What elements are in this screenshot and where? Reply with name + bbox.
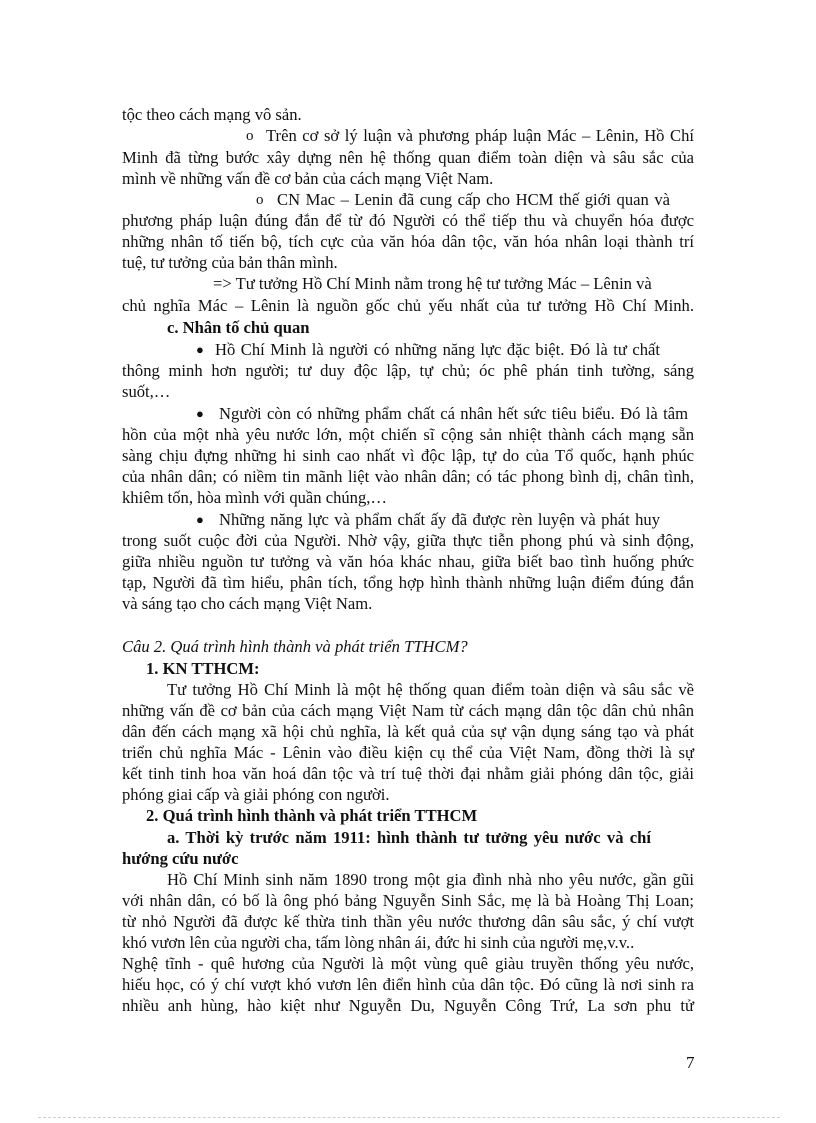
circle-bullet-icon: o	[256, 192, 264, 208]
circle-bullet-icon: o	[246, 128, 254, 144]
text-line: những vấn đề cơ bản của cách mạng Việt Nam từ cách mạng dân tộc dân chủ nhân	[122, 701, 694, 720]
bullet-icon: ●	[196, 512, 204, 527]
text-line: và sáng tạo cho cách mạng Việt Nam.	[122, 594, 373, 613]
text-line: Hồ Chí Minh sinh năm 1890 trong một gia đình nhà nho yêu nước, gần gũi	[167, 870, 694, 889]
section-heading: 2. Quá trình hình thành và phát triển TTHCM	[146, 806, 478, 825]
text-line: Những năng lực và phẩm chất ấy đã được rèn luyện và phát huy	[219, 510, 660, 529]
text-line: nhiều anh hùng, hào kiệt như Nguyễn Du, Nguyễn Công Trứ, La sơn phu tử	[122, 996, 694, 1015]
text-line: dân đến cách mạng xã hội chủ nghĩa, là kết quả của sự vận dụng sáng tạo và phát	[122, 722, 694, 741]
text-line: khiêm tốn, hòa mình với quần chúng,…	[122, 488, 388, 507]
bullet-icon: ●	[196, 406, 204, 421]
text-line: Minh đã từng bước xây dựng nên hệ thống quan điểm toàn diện và sâu sắc của	[122, 148, 694, 167]
text-line: sàng chịu đựng những hi sinh cao nhất vì độc lập, tự do của Tổ quốc, hạnh phúc	[122, 446, 694, 465]
page-border-divider	[38, 1117, 780, 1118]
text-line: khó vươn lên của người cha, tấm lòng nhân ái, đức hi sinh của người mẹ,v.v..	[122, 933, 635, 952]
text-line: những nhân tố tiến bộ, tích cực của văn hóa dân tộc, văn hóa nhân loại thành trí	[122, 232, 694, 251]
text-line: hồn của một nhà yêu nước lớn, một chiến sĩ cộng sản nhiệt thành cách mạng sẵn	[122, 425, 694, 444]
text-line: tạp, Người đã tìm hiểu, phân tích, tổng hợp hình thành những luận điểm đúng đắn	[122, 573, 694, 592]
section-heading: c. Nhân tố chủ quan	[167, 318, 310, 337]
text-line: trong suốt cuộc đời của Người. Nhờ vậy, giữa thực tiễn phong phú và sinh động,	[122, 531, 694, 550]
text-line: phương pháp luận đúng đắn để từ đó Người có thể tiếp thu và chuyển hóa được	[122, 211, 694, 230]
text-line: giữa nhiều nguồn tư tưởng và văn hóa khác nhau, giữa biết bao tình huống phức	[122, 552, 694, 571]
text-line: Hồ Chí Minh là người có những năng lực đặc biệt. Đó là tư chất	[215, 340, 660, 359]
text-line: triển chủ nghĩa Mác - Lênin vào điều kiện cụ thể của Việt Nam, đồng thời là sự	[122, 743, 694, 762]
text-line: phóng giai cấp và giải phóng con người.	[122, 785, 390, 804]
text-line: tộc theo cách mạng vô sản.	[122, 105, 302, 124]
section-heading: 1. KN TTHCM:	[146, 659, 260, 678]
text-line: tuệ, tư tưởng của bản thân mình.	[122, 253, 338, 272]
subsection-heading: a. Thời kỳ trước năm 1911: hình thành tư tưởng yêu nước và chí	[167, 828, 651, 847]
text-line: kết tinh tinh hoa văn hoá dân tộc và trí tuệ thời đại nhằm giải phóng dân tộc, giải	[122, 764, 694, 783]
text-line: với nhân dân, có bố là ông phó bảng Nguyễn Sinh Sắc, mẹ là bà Hoàng Thị Loan;	[122, 891, 694, 910]
text-line: Nghệ tĩnh - quê hương của Người là một vùng quê giàu truyền thống yêu nước,	[122, 954, 694, 973]
question-heading: Câu 2. Quá trình hình thành và phát triển TTHCM?	[122, 637, 468, 656]
text-line: suốt,…	[122, 382, 171, 401]
text-line: từ nhỏ Người đã được kế thừa tinh thần yêu nước thương dân sâu sắc, ý chí vượt	[122, 912, 694, 931]
text-line: mình về những vấn đề cơ bản của cách mạng Việt Nam.	[122, 169, 494, 188]
text-line: Trên cơ sở lý luận và phương pháp luận Mác – Lênin, Hồ Chí	[266, 126, 694, 145]
text-line: Người còn có những phẩm chất cá nhân hết sức tiêu biểu. Đó là tâm	[219, 404, 688, 423]
text-line: thông minh hơn người; tư duy độc lập, tự chủ; óc phê phán tinh tường, sáng	[122, 361, 694, 380]
text-line: của nhân dân; có niềm tin mãnh liệt vào nhân dân; có tác phong bình dị, chân tình,	[122, 467, 694, 486]
text-line: hiếu học, có ý chí vượt khó vươn lên điển hình của dân tộc. Đó cũng là nơi sinh ra	[122, 975, 694, 994]
bullet-icon: ●	[196, 342, 204, 357]
text-line: => Tư tưởng Hồ Chí Minh nằm trong hệ tư tưởng Mác – Lênin và	[213, 274, 652, 293]
text-line: Tư tưởng Hồ Chí Minh là một hệ thống quan điểm toàn diện và sâu sắc về	[167, 680, 694, 699]
text-line: CN Mac – Lenin đã cung cấp cho HCM thế giới quan và	[277, 190, 670, 209]
page-number: 7	[686, 1053, 695, 1072]
subsection-heading: hướng cứu nước	[122, 849, 239, 868]
text-line: chủ nghĩa Mác – Lênin là nguồn gốc chủ yếu nhất của tư tưởng Hồ Chí Minh.	[122, 296, 694, 315]
